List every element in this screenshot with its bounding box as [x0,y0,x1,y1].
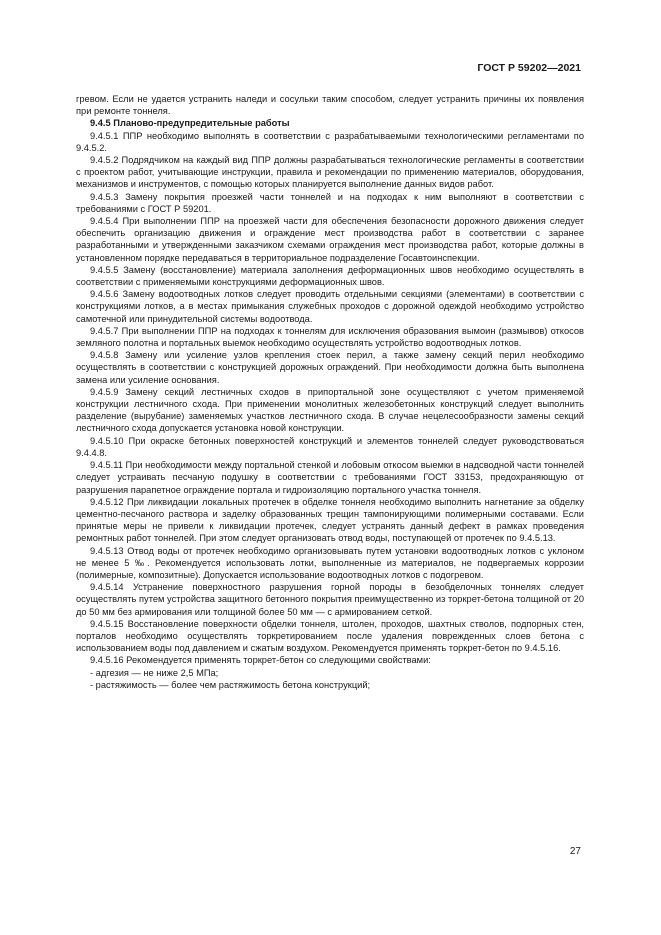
paragraph-9-4-5-3: 9.4.5.3 Замену покрытия проезжей части тоннелей и на подходах к ним выполняют в соответствии с требованиями с ГОСТ Р 59201. [76,191,584,214]
paragraph-9-4-5-7: 9.4.5.7 При выполнении ППР на подходах к тоннелям для исключения образования вымоин (размывов) откосов земляного полотна и портальных выемок необходимо осуществлять устройство водоотводных лотков. [76,325,584,349]
paragraph-9-4-5-14: 9.4.5.14 Устранение поверхностного разрушения горной породы в безобделочных тоннелях следует осуществлять путем устройства защитного бетонного покрытия преимущественно из торкрет-бетона толщиной от 20 до 50 мм без армирования или толщиной более 50 мм — с армированием сеткой. [76,582,584,617]
paragraph-9-4-5-1: 9.4.5.1 ППР необходимо выполнять в соответствии с разрабатываемыми технологическими регламентами по 9.4.5.2. [76,130,584,153]
paragraph-9-4-5-11: 9.4.5.11 При необходимости между портальной стенкой и лобовым откосом выемки в надсводной части тоннелей следует устраивать песчаную подушку в соответствии с требованиями ГОСТ 33153, предохраняющую от разрушения парапетное ограждение портала и гидроизоляцию портального участка тоннеля. [76,460,584,495]
paragraph-9-4-5-2: 9.4.5.2 Подрядчиком на каждый вид ППР должны разрабатываться технологические регламенты в соответствии с проектом работ, учитывающие инструкции, правила и рекомендации по применению материалов, оборудования, механизмов и инструментов, с помощью которых планируется выполнение данных видов работ. [76,155,584,190]
list-item: - адгезия — не ниже 2,5 МПа; [90,667,219,678]
paragraph-9-4-5-8: 9.4.5.8 Замену или усиление узлов крепления стоек перил, а также замену секций перил необходимо осуществлять в соответствии с конструкцией дорожных ограждений. При необходимости должна быть выполнена замена или усиление основания. [76,350,584,385]
paragraph-9-4-5-15: 9.4.5.15 Восстановление поверхности обделки тоннеля, штолен, проходов, шахтных стволов, подпорных стен, порталов необходимо осуществлять торкретированием после удаления поврежденных слоев бетона с использованием воды под давлением и сжатым воздухом. Рекомендуется применять торкрет-бетон по 9.4.5.16. [76,618,584,654]
page-number: 27 [569,846,581,857]
list-item: - растяжимость — более чем растяжимость бетона конструкций; [90,679,371,690]
section-heading: 9.4.5 Планово-предупредительные работы [90,118,290,129]
document-code-header: ГОСТ Р 59202—2021 [477,62,581,74]
paragraph-9-4-5-4: 9.4.5.4 При выполнении ППР на проезжей части для обеспечения безопасности дорожного движения следует обеспечить организацию движения и ограждение мест производства работ в соответствии с заранее разработанными и утвержденными заказчиком схемами ограждения мест производства работ, которые должны в установленном порядке передаваться в территориальное подразделение Госавтоинспекции. [76,216,584,263]
paragraph-9-4-5-6: 9.4.5.6 Замену водоотводных лотков следует проводить отдельными секциями (элементами) в соответствии с конструкциями лотков, а в местах примыкания служебных проходов с дорожной одеждой необходимо устройство самотечной или принудительной системы водоотвода. [76,289,584,324]
paragraph-9-4-5-12: 9.4.5.12 При ликвидации локальных протечек в обделке тоннеля необходимо выполнить нагнетание за обделку цементно-песчаного раствора и заделку образованных трещин тампонирующими полимерными составами. Если принятые меры не привели к ликвидации протечек, следует устранять данный дефект в рамках проведения ремонтных работ тоннелей. При этом следует организовать отвод воды, поступающей от протечек по 9.4.5.13. [76,496,584,544]
paragraph-9-4-5-16: 9.4.5.16 Рекомендуется применять торкрет-бетон со следующими свойствами: [90,655,431,666]
paragraph-9-4-5-5: 9.4.5.5 Замену (восстановление) материала заполнения деформационных швов необходимо осуществлять в соответствии с применяемыми конструкциями деформационных швов. [76,264,584,288]
paragraph-continuation: гревом. Если не удается устранить наледи и сосульки таким способом, следует устранить причины их появления при ремонте тоннеля. [76,94,584,117]
document-body [76,93,584,691]
paragraph-9-4-5-13: 9.4.5.13 Отвод воды от протечек необходимо организовывать путем установки водоотводных лотков с уклоном не менее 5 ‰. Рекомендуется использовать лотки, выполненные из материалов, не подвергаемых коррозии (полимерные, композитные). Допускается использование водоотводных лотков с подогревом. [76,545,584,580]
paragraph-9-4-5-10: 9.4.5.10 При окраске бетонных поверхностей конструкций и элементов тоннелей следует руководствоваться 9.4.4.8. [76,435,584,458]
paragraph-9-4-5-9: 9.4.5.9 Замену секций лестничных сходов в припортальной зоне осуществляют с учетом применяемой конструкции лестничного схода. При применении монолитных железобетонных конструкций следует выполнить разделение (вырубание) заменяемых участков лестничного схода. В случае нецелесообразности замены секций лестничного схода допускается установка новой конструкции. [76,386,584,434]
